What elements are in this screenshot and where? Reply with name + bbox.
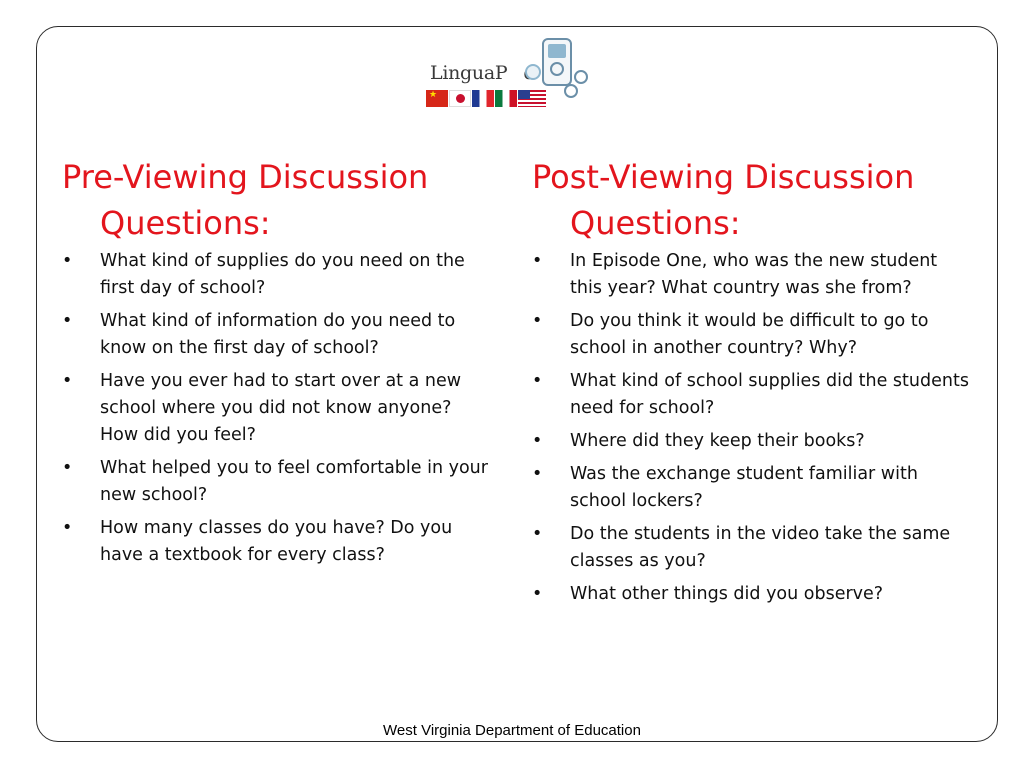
list-item: • What kind of school supplies did the students need for school? — [532, 371, 969, 418]
japan-flag-icon — [449, 90, 471, 107]
usa-flag-icon — [518, 90, 546, 107]
france-flag-icon — [472, 90, 494, 107]
logo-text: LinguaP — [430, 62, 508, 84]
post-viewing-column — [532, 154, 972, 614]
post-viewing-title: Post-Viewing Discussion Questions: — [532, 158, 915, 242]
mexico-flag-icon — [495, 90, 517, 107]
list-item: • In Episode One, who was the new student this year? What country was she from? — [532, 251, 938, 298]
list-item: • Where did they keep their books? — [532, 431, 865, 451]
post-viewing-list — [532, 248, 972, 608]
list-item: • What other things did you observe? — [532, 584, 884, 604]
footer-text: West Virginia Department of Education — [383, 722, 641, 739]
list-item: • Do you think it would be difficult to go to school in another country? Why? — [532, 311, 929, 358]
pre-viewing-list — [62, 248, 494, 569]
list-item: • What helped you to feel comfortable in your new school? — [62, 458, 488, 505]
earbud-icon — [564, 84, 578, 98]
flags-row — [426, 90, 546, 107]
pre-viewing-title: Pre-Viewing Discussion Questions: — [62, 158, 429, 242]
list-item: • What kind of information do you need to know on the first day of school? — [62, 311, 456, 358]
list-item: • Was the exchange student familiar with school lockers? — [532, 464, 918, 511]
linguapod-logo — [424, 34, 594, 114]
list-item: • Do the students in the video take the same classes as you? — [532, 524, 951, 571]
list-item: • How many classes do you have? Do you have a textbook for every class? — [62, 518, 453, 565]
ipod-icon — [542, 38, 572, 86]
earbud-icon — [574, 70, 588, 84]
disc-icon — [525, 64, 541, 80]
list-item: • Have you ever had to start over at a new school where you did not know anyone? How did you feel? — [62, 371, 462, 445]
pre-viewing-column — [62, 154, 494, 575]
china-flag-icon — [426, 90, 448, 107]
list-item: • What kind of supplies do you need on the first day of school? — [62, 251, 465, 298]
